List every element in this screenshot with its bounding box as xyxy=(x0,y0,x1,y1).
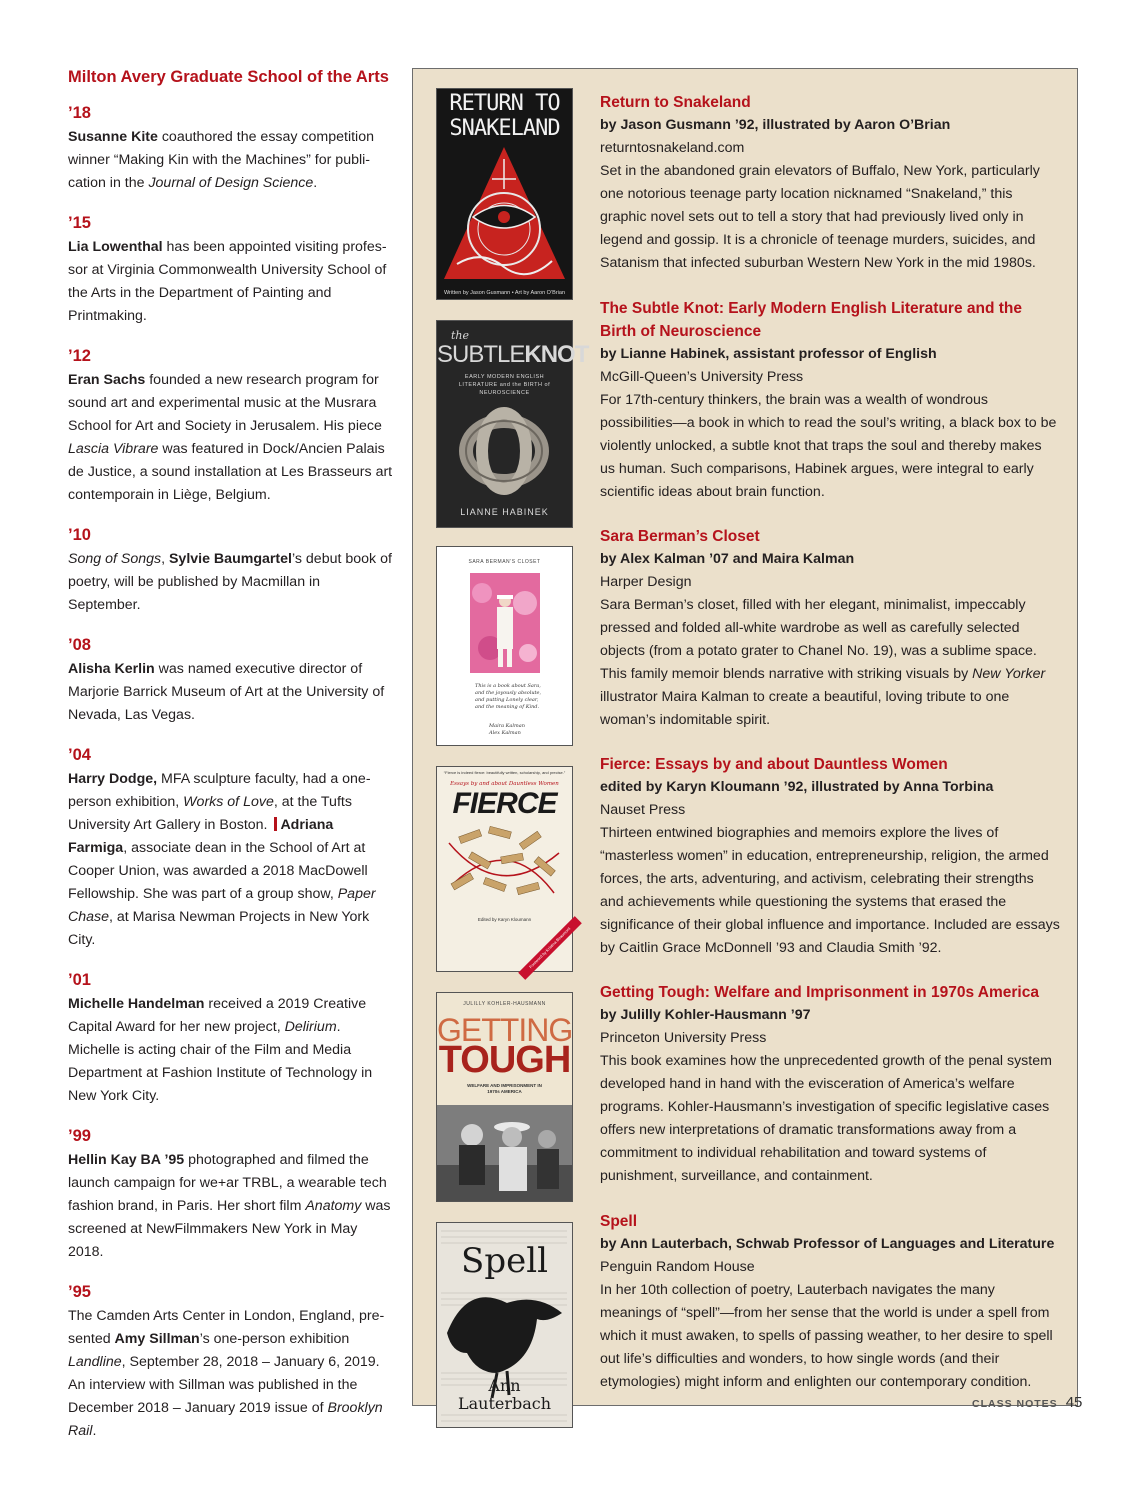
class-year: ’04 xyxy=(68,746,91,764)
person-name: Alisha Kerlin xyxy=(68,661,155,677)
book-description: In her 10th collection of poetry, Lauterbach navigates the many meanings of “spell”—from her sense that the world is under a spell from which it must awaken, to spells of passing weather, to her desire to spell out life’s difficulties and wonders, to how single words (and their etymologies) might inform and enlighten our contemporary condition. xyxy=(600,1282,1053,1390)
notes-list xyxy=(68,102,393,1443)
book-description: For 17th-century thinkers, the brain was a wealth of wondrous possibilities—a book in which to read the soul’s writing, a black box to be violently unlocked, a subtle knot that traps the soul and thereby makes us human. Such comparisons, Habinek argues, were integral to early scientific ideas about brain function. xyxy=(600,392,1057,500)
class-note: Michelle Handelman received a 2019 Creative Capital Award for her new project, Delirium. Michelle is acting chair of the Film and Media Department at Fashion Institute of Technology in New York City. xyxy=(68,996,373,1104)
tags-illustration xyxy=(439,823,569,913)
cover-subtitle: EARLY MODERN ENGLISH LITERATURE and the BIRTH of NEUROSCIENCE xyxy=(458,374,551,396)
cover-author: Ann Lauterbach xyxy=(457,1376,552,1413)
class-year: ’99 xyxy=(68,1127,91,1145)
class-year: ’08 xyxy=(68,636,91,654)
cover-handwriting: This is a book about Sara, and the joyously absolute, and putting Lonely clear, and the meaning of Kind. xyxy=(475,683,542,710)
cover-title: FIERCE xyxy=(452,787,557,820)
cover-subtitle: Essays by and about Dauntless Women xyxy=(450,781,559,787)
class-note: Eran Sachs founded a new research program for sound art and experimental music at the Musrara School for Art and Society in Jerusalem. His piece Lascia Vibrare was featured in Dock/Ancien Palais de Justice, a sound installation at Les Brasseurs art contemporain in Liège, Belgium. xyxy=(68,372,393,503)
section-title: Milton Avery Graduate School of the Arts xyxy=(68,68,389,86)
book-publisher: Harper Design xyxy=(600,574,692,590)
work-title: Brooklyn Rail xyxy=(68,1400,383,1439)
cover-credit: Written by Jason Gusmann • Art by Aaron O’Brian xyxy=(443,290,566,296)
book-entry xyxy=(600,1210,1060,1394)
person-name: Susanne Kite xyxy=(68,129,158,145)
class-note: Susanne Kite coauthored the essay competition winner “Making Kin with the Machines” for publication in the Journal of Design Science. xyxy=(68,129,374,191)
book-entry xyxy=(600,525,1060,732)
cover-title: GETTING TOUGH xyxy=(437,1012,573,1081)
book-author: by Jason Gusmann ’92, illustrated by Aaron O’Brian xyxy=(600,117,951,133)
person-name: Michelle Handelman xyxy=(68,996,205,1012)
book-description: Thirteen entwined biographies and memoirs explore the lives of “masterless women” in education, entrepreneurship, religion, the armed forces, the arts, adventuring, and activism, celebrating their strengths and achievements while questioning the systems that erased the significance of their global influence and importance. Included are essays by Caitlin Grace McDonnell ’93 and Claudia Smith ’92. xyxy=(600,825,1060,956)
page-footer xyxy=(972,1394,1082,1411)
section-label: CLASS NOTES xyxy=(972,1398,1058,1410)
class-year: ’18 xyxy=(68,104,91,122)
book-entry xyxy=(600,981,1060,1188)
book-title: Fierce: Essays by and about Dauntless Women xyxy=(600,756,948,773)
book-author: by Julilly Kohler-Hausmann ’97 xyxy=(600,1007,811,1023)
cover-small-word: the xyxy=(451,329,470,342)
class-note: Lia Lowenthal has been appointed visiting professor at Virginia Commonwealth University School of the Arts in the Department of Painting and Printmaking. xyxy=(68,239,387,324)
class-note: Song of Songs, Sylvie Baumgartel’s debut book of poetry, will be published by Macmillan in September. xyxy=(68,551,392,613)
book-publisher: Nauset Press xyxy=(600,802,686,818)
work-title: Song of Songs xyxy=(68,551,162,567)
closet-illustration xyxy=(470,573,540,673)
work-title: Landline xyxy=(68,1354,122,1370)
work-title: Journal of Design Science xyxy=(148,175,314,191)
book-author: edited by Karyn Kloumann ’92, illustrated by Anna Torbina xyxy=(600,779,994,795)
work-title: Works of Love xyxy=(183,794,274,810)
cover-getting-tough xyxy=(436,992,573,1202)
cover-top-title: SARA BERMAN’S CLOSET xyxy=(468,559,541,565)
person-name: Adriana Farmiga xyxy=(68,817,334,856)
cover-editor: Edited by Karyn Kloumann xyxy=(477,917,532,922)
cover-subtitle: WELFARE AND IMPRISONMENT IN 1970s AMERICA xyxy=(467,1083,542,1094)
book-title: Return to Snakeland xyxy=(600,94,751,111)
photo-illustration xyxy=(437,1105,572,1201)
class-year: ’10 xyxy=(68,526,91,544)
knot-illustration xyxy=(437,401,572,501)
cover-title: Spell xyxy=(461,1241,548,1281)
book-entry xyxy=(600,753,1060,960)
book-description: This book examines how the unprecedented growth of the penal system developed hand in hand with the evisceration of America’s welfare programs. Kohler-Hausmann’s investigation of specific legislative cases offers new interpretations of dramatic transformations away from a commitment to individual rehabilitation and toward systems of punishment, surveillance, and containment. xyxy=(600,1053,1052,1184)
book-title: Spell xyxy=(600,1213,638,1230)
cover-author: JULILLY KOHLER-HAUSMANN xyxy=(463,1001,546,1007)
cover-title: SUBTLEKNOT xyxy=(437,341,589,368)
book-publisher: Penguin Random House xyxy=(600,1259,755,1275)
book-entry xyxy=(600,91,1060,275)
class-year: ’95 xyxy=(68,1283,91,1301)
book-description: Sara Berman’s closet, filled with her elegant, minimalist, impeccably pressed and folded all-white wardrobe as well as carefully selected objects (from a potato grater to Chanel No. 19), was a sublime space. This family memoir blends narrative with striking visuals by New Yorker illustrator Maira Kalman to create a beautiful, loving tribute to one woman’s indomitable spirit. xyxy=(600,597,1046,728)
separator-bar xyxy=(274,817,277,831)
book-author: by Ann Lauterbach, Schwab Professor of Languages and Literature xyxy=(600,1236,1055,1252)
cover-title: RETURN TO SNAKELAND xyxy=(449,91,560,141)
class-year: ’12 xyxy=(68,347,91,365)
person-name: Eran Sachs xyxy=(68,372,146,388)
person-name: Sylvie Baumgartel xyxy=(168,551,292,567)
book-description: Set in the abandoned grain elevators of Buffalo, New York, particularly one notorious teenage party location nicknamed “Snakeland,” this graphic novel sets out to tell a story that had previously lived only in legend and gossip. It is a chronicle of teenage murders, suicides, and Satanism that infected suburban Western New York in the mid 1980s. xyxy=(600,163,1040,271)
class-notes-column xyxy=(68,66,393,1460)
cover-subtle-knot xyxy=(436,320,589,528)
cover-spell xyxy=(436,1222,573,1428)
book-title: Getting Tough: Welfare and Imprisonment in 1970s America xyxy=(600,984,1039,1001)
person-name: Lia Lowenthal xyxy=(68,239,163,255)
work-title: Delirium xyxy=(284,1019,337,1035)
cover-fierce xyxy=(436,766,573,972)
person-name: Harry Dodge, xyxy=(68,771,158,787)
book-title: Sara Berman’s Closet xyxy=(600,528,760,545)
class-note: The Camden Arts Center in London, England, presented Amy Sillman’s one-person exhibition Landline, September 28, 2018 – January 6, 2019. An interview with Sillman was published in the December 2018 – January 2019 issue of Brooklyn Rail. xyxy=(68,1308,385,1439)
cover-return-to-snakeland xyxy=(436,88,573,300)
cover-sash: Foreword by Kristina Beaumont xyxy=(518,916,582,980)
work-title: Paper Chase xyxy=(68,886,376,925)
work-title: New Yorker xyxy=(972,666,1046,682)
class-note: Alisha Kerlin was named executive director of Marjorie Barrick Museum of Art at the University of Nevada, Las Vegas. xyxy=(68,661,385,723)
book-author: by Lianne Habinek, assistant professor of English xyxy=(600,346,937,362)
class-year: ’01 xyxy=(68,971,91,989)
cover-quote: “Fierce is indeed fierce: beautifully written, scholarship, and precise.” xyxy=(443,770,566,775)
cover-author: LIANNE HABINEK xyxy=(460,507,549,517)
book-publisher: returntosnakeland.com xyxy=(600,140,745,156)
person-name: Hellin Kay BA ’95 xyxy=(68,1152,185,1168)
book-publisher: McGill-Queen’s University Press xyxy=(600,369,804,385)
work-title: Lascia Vibrare xyxy=(68,441,159,457)
cover-signature: Maira Kalman Alex Kalman xyxy=(489,723,525,736)
cover-sara-bermans-closet xyxy=(436,546,573,746)
book-publisher: Princeton University Press xyxy=(600,1030,767,1046)
work-title: Anatomy xyxy=(305,1198,362,1214)
book-entry xyxy=(600,297,1060,504)
class-year: ’15 xyxy=(68,214,91,232)
person-name: Amy Sillman xyxy=(114,1331,200,1347)
book-title: The Subtle Knot: Early Modern English Literature and the Birth of Neuroscience xyxy=(600,300,1022,340)
class-note: Hellin Kay BA ’95 photographed and filmed the launch campaign for we+ar TRBL, a wearable tech fashion brand, in Paris. Her short film Anatomy was screened at NewFilmmakers New York in May 2018. xyxy=(68,1152,391,1260)
page-number: 45 xyxy=(1065,1394,1083,1411)
book-author: by Alex Kalman ’07 and Maira Kalman xyxy=(600,551,855,567)
class-note: Harry Dodge, MFA sculpture faculty, had a one-person exhibition, Works of Love, at the Tufts University Art Gallery in Boston. Adriana Farmiga, associate dean in the School of Art at Cooper Union, was awarded a 2018 MacDowell Fellowship. She was part of a group show, Paper Chase, at Marisa Newman Projects in New York City. xyxy=(68,771,376,948)
